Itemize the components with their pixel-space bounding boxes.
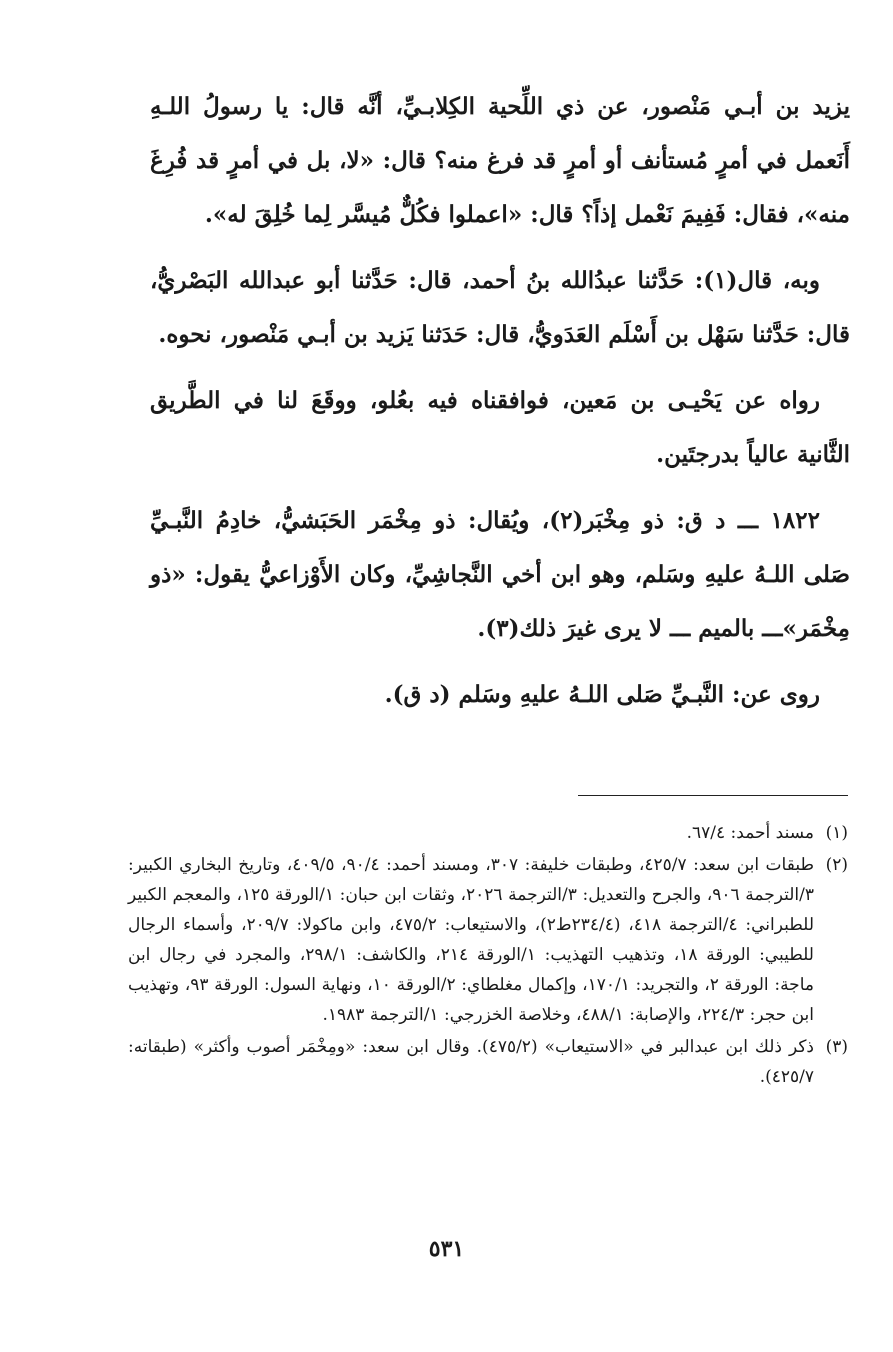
footnote-divider — [578, 795, 848, 796]
footnote-number: (٣) — [825, 1037, 848, 1057]
footnote-number: (٢) — [825, 855, 848, 875]
footnote-number: (١) — [825, 823, 848, 843]
paragraph-isnad: وبه، قال(١): حَدَّثنا عبدُالله بنُ أحمد، قال: حَدَّثنا أبو عبدالله البَصْريُّ، قال: حَدَّثنا سَهْل بن أَسْلَم العَدَويُّ، قال: حَدَثنا يَزيد بن أبـي مَنْصور، نحوه. — [150, 267, 850, 348]
footnote-text: مسند أحمد: ٦٧/٤. — [686, 823, 814, 843]
main-text — [150, 80, 850, 722]
footnote-1 — [128, 818, 848, 848]
footnote-text: ذكر ذلك ابن عبدالبر في «الاستيعاب» (٤٧٥/٢). وقال ابن سعد: «ومِخْمَر أصوب وأكثر» (طبقاته: ٤٢٥/٧). — [128, 1037, 814, 1087]
footnote-2 — [128, 850, 848, 1030]
entry-text: د ق: ذو مِخْبَر(٢)، ويُقال: ذو مِخْمَر الحَبَشيُّ، خادِمُ النَّبـيِّ صَلى اللـهُ عليهِ وسَلم، وهو ابن أخي النَّجاشِيِّ، وكان الأَوْزاعيُّ يقول: «ذو مِخْمَر»ـــ بالميم ـــ لا يرى غيرَ ذلك(٣). — [150, 507, 850, 642]
paragraph-rawa-an: روى عن: النَّبـيِّ صَلى اللـهُ عليهِ وسَلم (د ق). — [384, 681, 820, 708]
paragraph-hadith: يزيد بن أبـي مَنْصور، عن ذي اللِّحية الكِلابـيِّ، أنَّه قال: يا رسولُ اللـهِ أَنَعمل في أمرٍ مُستأنف أو أمرٍ قد فرغ منه؟ قال: «لا، بل في أمرٍ قد فُرِغَ منه»، فقال: فَفِيمَ نَعْمل إذاً؟ قال: «اعملوا فكُلٌّ مُيسَّر لِما خُلِقَ له». — [150, 93, 850, 228]
entry-number: ١٨٢٢ ـــ — [737, 507, 820, 534]
entry-1822 — [150, 494, 850, 656]
footnote-3 — [128, 1032, 848, 1092]
footnote-text: طبقات ابن سعد: ٤٢٥/٧، وطبقات خليفة: ٣٠٧، ومسند أحمد: ٩٠/٤، ٤٠٩/٥، وتاريخ البخاري الكبير: ٣/الترجمة ٩٠٦، والجرح والتعديل: ٣/الترجمة ٢٠٢٦، وثقات ابن حبان: ١/الورقة ١٢٥، والمعجم الكبير للطبراني: ٤/الترجمة ٤١٨، (٢٣٤/٤ط٢)، والاستيعاب: ٤٧٥/٢، وابن ماكولا: ٢٠٩/٧، وأسماء الرجال للطيبي: الورقة ١٨، وتذهيب التهذيب: ١/الورقة ٢١٤، والكاشف: ٢٩٨/١، والمجرد في رجال ابن ماجة: الورقة ٢، والتجريد: ١٧٠/١، وإكمال مغلطاي: ٢/الورقة ١٠، ونهاية السول: الورقة ٩٣، وتهذيب ابن حجر: ٢٢٤/٣، والإصابة: ٤٨٨/١، وخلاصة الخزرجي: ١/الترجمة ١٩٨٣. — [128, 855, 814, 1025]
page-number: ٥٣١ — [428, 1236, 465, 1262]
paragraph-riwaya: رواه عن يَحْيـى بن مَعين، فوافقناه فيه بعُلو، ووقَعَ لنا في الطَّريق الثَّانية عالياً بدرجتَين. — [150, 387, 850, 468]
footnotes — [128, 818, 848, 1094]
